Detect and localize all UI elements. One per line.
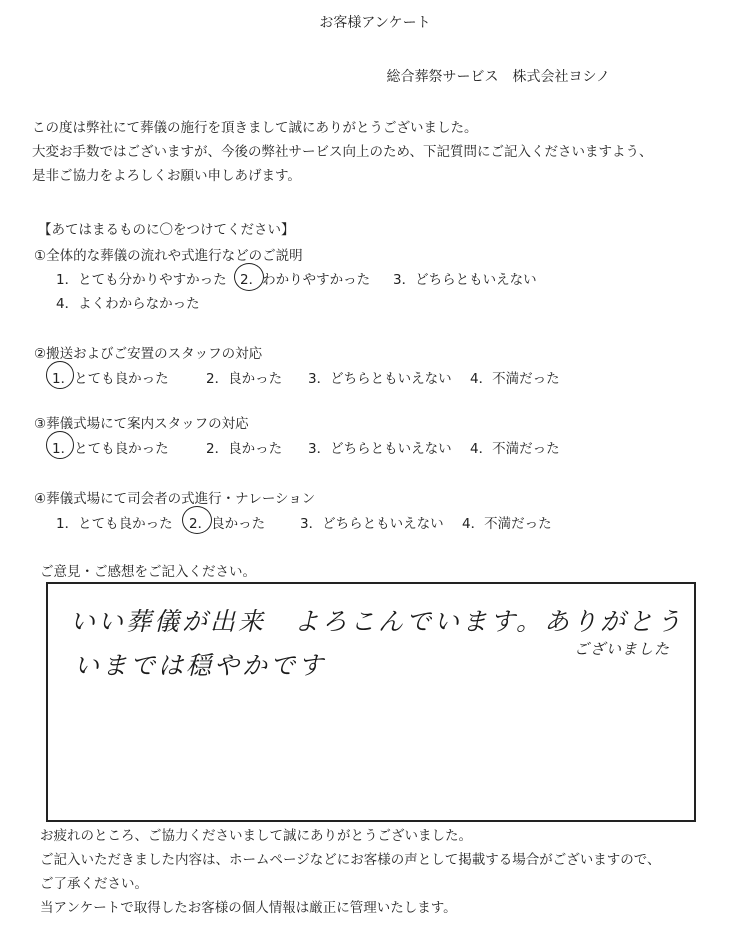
comments-label: ご意見・ご感想をご記入ください。 [40, 564, 256, 580]
q3-option-4[interactable]: 4．不満だった [470, 441, 560, 457]
q1-option-3[interactable]: 3．どちらともいえない [393, 272, 537, 288]
q4-option-1[interactable]: 1．とても良かった [56, 516, 173, 532]
footer-line-4: 当アンケートで取得したお客様の個人情報は厳正に管理いたします。 [40, 900, 457, 916]
q3-option-1[interactable]: 1．とても良かった [52, 441, 169, 457]
footer-line-1: お疲れのところ、ご協力くださいまして誠にありがとうございました。 [40, 828, 472, 844]
q3-selected-circle [46, 431, 74, 459]
page-title: お客様アンケート [319, 15, 431, 31]
q4-option-2[interactable]: 2．良かった [189, 516, 266, 532]
question-2-title: ②搬送およびご安置のスタッフの対応 [34, 346, 263, 362]
footer-line-2: ご記入いただきました内容は、ホームページなどにお客様の声として掲載する場合がございますので、 [40, 852, 661, 868]
q2-selected-circle [46, 361, 74, 389]
handwritten-comment-line-1: いい葬儀が出来 よろこんでいます。ありがとう [70, 607, 685, 636]
company-name: 総合葬祭サービス 株式会社ヨシノ [386, 69, 610, 85]
q4-option-3[interactable]: 3．どちらともいえない [300, 516, 444, 532]
q4-selected-circle [182, 506, 212, 534]
q2-option-3[interactable]: 3．どちらともいえない [308, 371, 452, 387]
instruction-note: 【あてはまるものに〇をつけてください】 [38, 222, 295, 238]
intro-line-1: この度は弊社にて葬儀の施行を頂きまして誠にありがとうございました。 [32, 120, 478, 136]
q4-option-4[interactable]: 4．不満だった [462, 516, 552, 532]
q3-option-2[interactable]: 2．良かった [206, 441, 283, 457]
q1-option-4[interactable]: 4．よくわからなかった [56, 296, 200, 312]
q2-option-4[interactable]: 4．不満だった [470, 371, 560, 387]
question-3-title: ③葬儀式場にて案内スタッフの対応 [34, 416, 249, 432]
q2-option-2[interactable]: 2．良かった [206, 371, 283, 387]
q1-option-2[interactable]: 2．わかりやすかった [240, 272, 371, 288]
q3-option-3[interactable]: 3．どちらともいえない [308, 441, 452, 457]
comments-box[interactable] [46, 582, 696, 822]
q2-option-1[interactable]: 1．とても良かった [52, 371, 169, 387]
intro-line-3: 是非ご協力をよろしくお願い申しあげます。 [32, 168, 301, 184]
question-1-title: ①全体的な葬儀の流れや式進行などのご説明 [34, 248, 303, 264]
q1-selected-circle [234, 263, 264, 291]
handwritten-comment-line-3: ございました [574, 640, 671, 658]
footer-line-3: ご了承ください。 [40, 876, 148, 892]
handwritten-comment-line-2: いまでは穏やかです [74, 651, 327, 680]
question-4-title: ④葬儀式場にて司会者の式進行・ナレーション [34, 491, 316, 507]
q1-option-1[interactable]: 1．とても分かりやすかった [56, 272, 227, 288]
intro-line-2: 大変お手数ではございますが、今後の弊社サービス向上のため、下記質問にご記入くださいますよう、 [32, 144, 653, 160]
